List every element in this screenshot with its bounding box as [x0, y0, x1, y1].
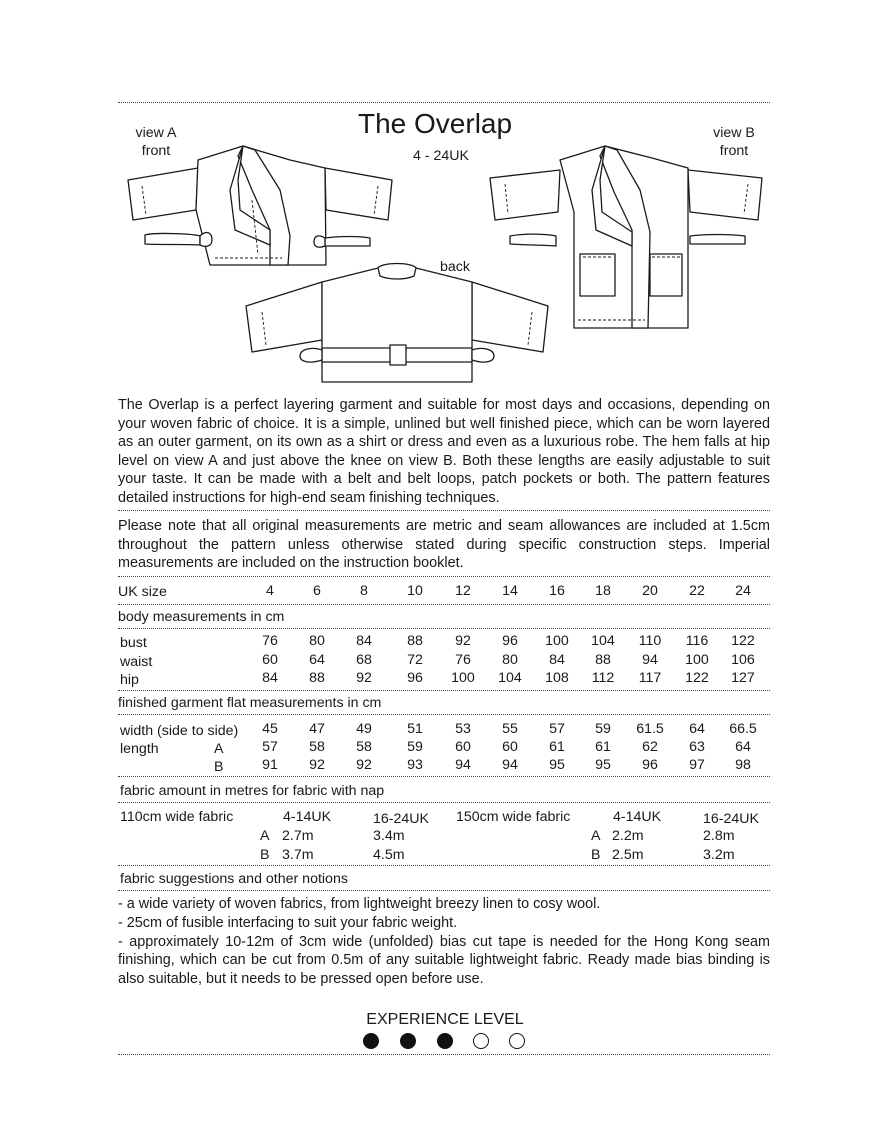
level-dot-filled	[363, 1033, 379, 1049]
table-cell: 122	[685, 670, 709, 686]
fabric-110-a-small: 2.7m	[282, 828, 314, 844]
size-label: UK size	[118, 584, 167, 600]
size-column-header: 8	[360, 583, 368, 599]
row-label: length	[120, 741, 159, 757]
table-cell: 57	[262, 739, 278, 755]
table-cell: 104	[591, 633, 615, 649]
table-cell: 88	[407, 633, 423, 649]
suggestions-heading: fabric suggestions and other notions	[120, 871, 348, 887]
fabric-150-label: 150cm wide fabric	[456, 809, 571, 825]
page-title: The Overlap	[358, 108, 513, 139]
table-cell: 61.5	[636, 721, 664, 737]
divider	[118, 865, 770, 866]
table-cell: 92	[455, 633, 471, 649]
table-cell: 51	[407, 721, 423, 737]
table-cell: 60	[502, 739, 518, 755]
suggestion-item: - 25cm of fusible interfacing to suit your fabric weight.	[118, 914, 458, 931]
level-dot-empty	[473, 1033, 489, 1049]
table-cell: 45	[262, 721, 278, 737]
fabric-110-a-label: A	[260, 828, 270, 844]
table-cell: 110	[638, 633, 662, 649]
table-cell: 100	[545, 633, 569, 649]
body-measurements-heading: body measurements in cm	[118, 609, 285, 625]
level-dot-filled	[437, 1033, 453, 1049]
table-cell: 64	[689, 721, 705, 737]
divider	[118, 690, 770, 691]
fabric-110-label: 110cm wide fabric	[120, 809, 234, 825]
suggestions-list	[118, 895, 770, 989]
table-cell: 60	[455, 739, 471, 755]
table-cell: 88	[309, 670, 325, 686]
table-cell: 55	[502, 721, 518, 737]
row-label: waist	[120, 654, 153, 670]
table-cell: 59	[595, 721, 611, 737]
finished-measurements-heading: finished garment flat measurements in cm	[118, 695, 382, 711]
fabric-150-range-large: 16-24UK	[703, 811, 759, 827]
table-cell: 96	[502, 633, 518, 649]
table-cell: 47	[309, 721, 325, 737]
table-cell: 93	[407, 757, 423, 773]
table-cell: 58	[356, 739, 372, 755]
size-column-header: 18	[595, 583, 611, 599]
fabric-110-b-small: 3.7m	[282, 847, 314, 863]
table-cell: 95	[549, 757, 565, 773]
fabric-heading: fabric amount in metres for fabric with nap	[120, 783, 385, 799]
table-cell: 96	[642, 757, 658, 773]
table-cell: 49	[356, 721, 372, 737]
table-cell: 106	[731, 652, 755, 668]
fabric-110-range-large: 16-24UK	[373, 811, 429, 827]
fabric-150-b-label: B	[591, 847, 601, 863]
table-cell: 92	[356, 670, 372, 686]
size-column-header: 6	[313, 583, 321, 599]
size-column-header: 12	[455, 583, 471, 599]
view-b-sub: front	[719, 143, 749, 159]
table-cell: 91	[262, 757, 278, 773]
suggestion-item: - approximately 10-12m of 3cm wide (unfolded) bias cut tape is needed for the Hong Kong seam finishing, which can be cut from 0.5m of any suitable lightweight fabric. Ready made bias binding is also suitable, but it needs to be pressed open before use.	[118, 933, 770, 988]
table-cell: 100	[685, 652, 709, 668]
table-cell: 97	[689, 757, 705, 773]
table-cell: 84	[262, 670, 278, 686]
description-paragraph: The Overlap is a perfect layering garment and suitable for most days and occasions, depending on your woven fabric of choice. It is a simple, unlined but well finished piece, which can be worn layered as an outer garment, on its own as a shirt or dress and even as a luxurious robe. The hem falls at hip level on view A and just above the knee on view B. Both these lengths are easily adjustable to suit your taste. It can be made with a belt and belt loops, patch pockets or both. The pattern features detailed instructions for high-end seam finishing techniques.	[118, 397, 770, 506]
table-cell: 76	[455, 652, 471, 668]
table-cell: 59	[407, 739, 423, 755]
level-dot-empty	[509, 1033, 525, 1049]
experience-level-label: EXPERIENCE LEVEL	[366, 1011, 524, 1028]
suggestion-item: - a wide variety of woven fabrics, from lightweight breezy linen to cosy wool.	[118, 896, 601, 912]
row-sublabel: B	[214, 759, 224, 775]
table-cell: 60	[262, 652, 278, 668]
fabric-150-a-label: A	[591, 828, 601, 844]
size-column-header: 10	[407, 583, 423, 599]
divider	[118, 604, 770, 605]
divider	[118, 890, 770, 891]
table-cell: 98	[735, 757, 751, 773]
size-column-header: 24	[735, 583, 751, 599]
table-cell: 92	[309, 757, 325, 773]
view-b-label: view B	[713, 125, 755, 141]
table-cell: 84	[549, 652, 565, 668]
table-cell: 57	[549, 721, 565, 737]
table-cell: 72	[407, 652, 423, 668]
table-cell: 94	[455, 757, 471, 773]
fabric-150-b-large: 3.2m	[703, 847, 735, 863]
size-column-header: 16	[549, 583, 565, 599]
size-column-header: 20	[642, 583, 658, 599]
table-cell: 100	[451, 670, 475, 686]
fabric-150-range-small: 4-14UK	[613, 809, 662, 825]
table-cell: 94	[502, 757, 518, 773]
back-label: back	[440, 259, 470, 275]
row-label: bust	[120, 635, 147, 651]
table-cell: 127	[731, 670, 755, 686]
fabric-110-range-small: 4-14UK	[283, 809, 332, 825]
table-cell: 80	[502, 652, 518, 668]
divider	[118, 802, 770, 803]
fabric-110-a-large: 3.4m	[373, 828, 405, 844]
row-label: hip	[120, 672, 139, 688]
fabric-110-b-large: 4.5m	[373, 847, 405, 863]
table-cell: 117	[638, 670, 662, 686]
table-cell: 94	[642, 652, 658, 668]
size-column-header: 4	[266, 583, 274, 599]
fabric-150-b-small: 2.5m	[612, 847, 644, 863]
table-cell: 108	[545, 670, 569, 686]
note-paragraph: Please note that all original measurements are metric and seam allowances are included at 1.5cm throughout the pattern unless otherwise stated during specific construction steps. Imperial measurements are included on the instruction booklet.	[118, 518, 770, 572]
table-cell: 116	[685, 633, 709, 649]
row-label: width (side to side)	[120, 723, 239, 739]
table-cell: 112	[591, 670, 615, 686]
table-cell: 92	[356, 757, 372, 773]
table-cell: 66.5	[729, 721, 757, 737]
table-cell: 68	[356, 652, 372, 668]
divider	[118, 714, 770, 715]
divider-bottom	[118, 1054, 770, 1055]
table-cell: 61	[595, 739, 611, 755]
view-a-sub: front	[141, 143, 171, 159]
table-cell: 95	[595, 757, 611, 773]
view-a-label: view A	[135, 125, 177, 141]
divider	[118, 776, 770, 777]
fabric-110-b-label: B	[260, 847, 270, 863]
table-cell: 96	[407, 670, 423, 686]
table-cell: 76	[262, 633, 278, 649]
table-cell: 122	[731, 633, 755, 649]
table-cell: 104	[498, 670, 522, 686]
level-dot-filled	[400, 1033, 416, 1049]
table-cell: 64	[735, 739, 751, 755]
table-cell: 62	[642, 739, 658, 755]
table-cell: 80	[309, 633, 325, 649]
row-sublabel: A	[214, 741, 224, 757]
fabric-150-a-large: 2.8m	[703, 828, 735, 844]
table-cell: 64	[309, 652, 325, 668]
size-column-header: 14	[502, 583, 518, 599]
table-cell: 88	[595, 652, 611, 668]
table-cell: 53	[455, 721, 471, 737]
table-cell: 84	[356, 633, 372, 649]
table-cell: 58	[309, 739, 325, 755]
fabric-150-a-small: 2.2m	[612, 828, 644, 844]
size-range: 4 - 24UK	[413, 148, 469, 164]
table-cell: 63	[689, 739, 705, 755]
table-cell: 61	[549, 739, 565, 755]
divider	[118, 628, 770, 629]
size-column-header: 22	[689, 583, 705, 599]
